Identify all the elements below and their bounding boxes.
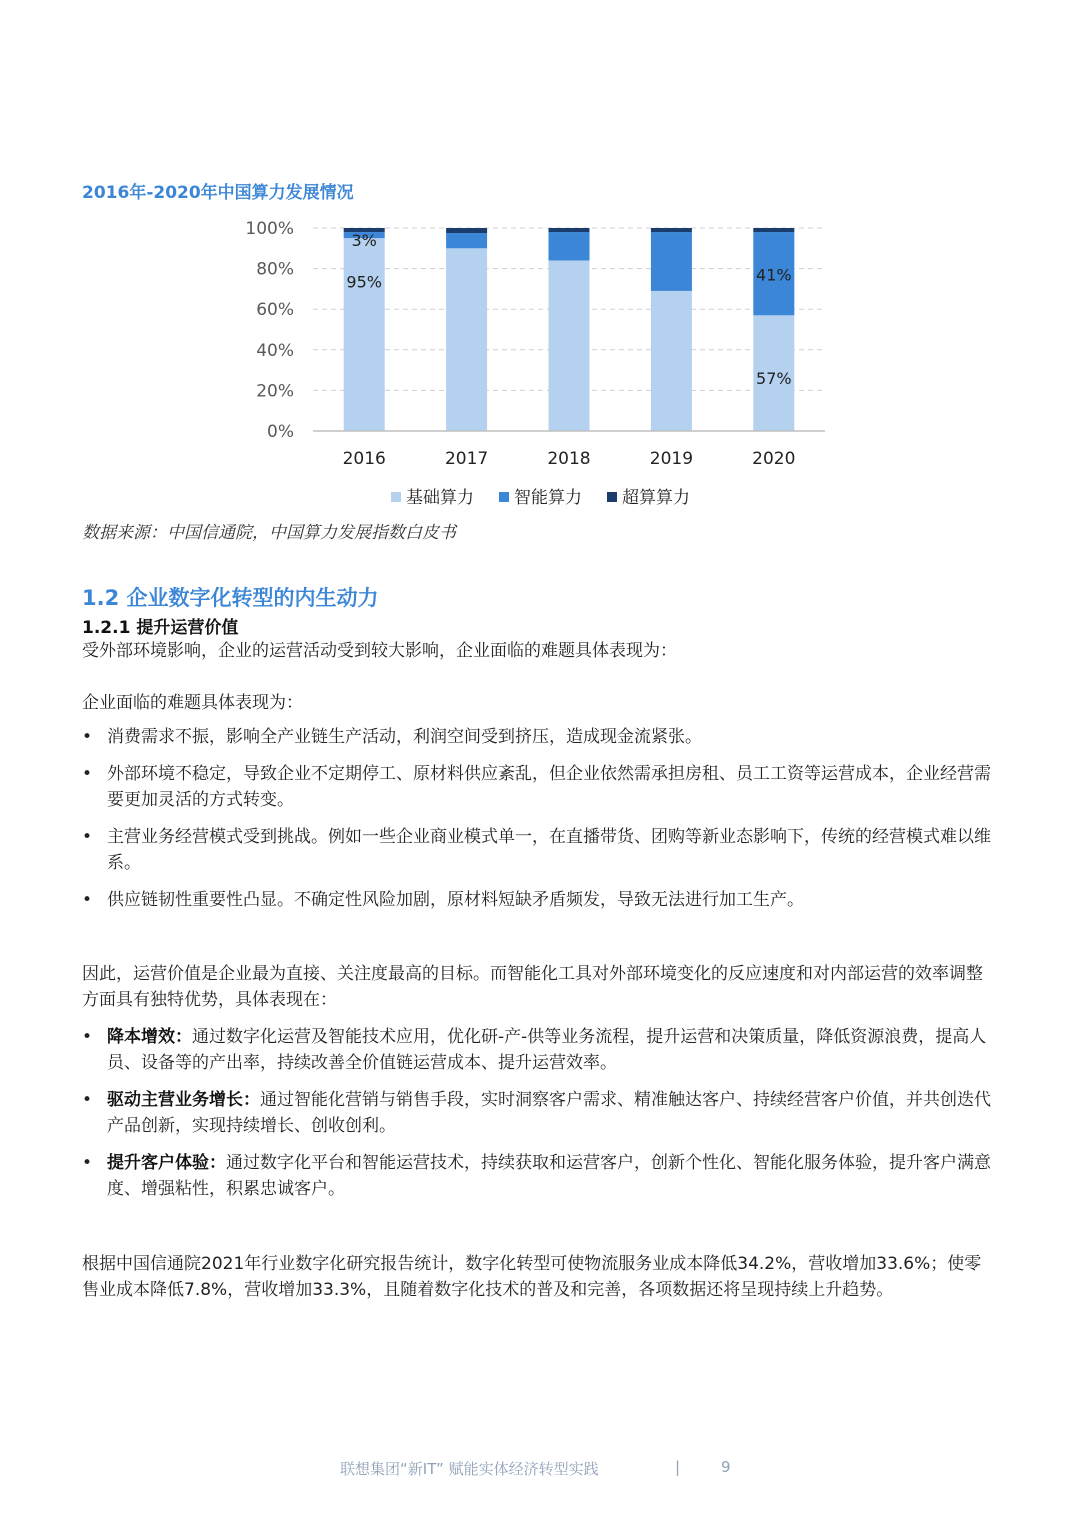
- bar-segment: [753, 228, 794, 232]
- y-tick-label: 40%: [256, 340, 294, 361]
- y-tick-label: 80%: [256, 259, 294, 280]
- list-item-text: 通过智能化营销与销售手段，实时洞察客户需求、精准触达客户、持续经营客户价值，并共创迭代产品创新，实现持续增长、创收创利。: [107, 1090, 991, 1136]
- page-number: 9: [721, 1458, 731, 1476]
- values-list: [82, 1024, 998, 1202]
- legend-label: 基础算力: [406, 488, 474, 508]
- bar-segment: [446, 233, 487, 248]
- legend-swatch: [607, 492, 617, 502]
- stacked-bar-chart: [0, 210, 1080, 515]
- legend-label: 超算算力: [622, 488, 690, 508]
- x-axis-categories: [343, 449, 796, 469]
- challenges-intro: 企业面临的难题具体表现为：: [82, 693, 303, 713]
- list-item-term: 降本增效：: [107, 1027, 192, 1047]
- list-item: [82, 1087, 998, 1139]
- list-item: • 外部环境不稳定，导致企业不定期停工、原材料供应紊乱，但企业依然需承担房租、员工工资等运营成本，企业经营需要更加灵活的方式转变。: [82, 761, 998, 813]
- y-tick-label: 20%: [256, 381, 294, 402]
- challenges-list: [82, 724, 998, 913]
- x-tick-label: 2016: [342, 449, 386, 469]
- bar-segment: [549, 232, 590, 260]
- y-axis-ticks: [245, 219, 294, 442]
- data-label: 3%: [351, 231, 377, 251]
- y-tick-label: 0%: [267, 422, 294, 442]
- x-tick-label: 2018: [547, 449, 591, 469]
- bar-segment: [651, 228, 692, 232]
- conclusion-paragraph: 根据中国信通院2021年行业数字化研究报告统计，数字化转型可使物流服务业成本降低34.2%，营收增加33.6%；使零售业成本降低7.8%，营收增加33.3%，且随着数字化技术的普及和完善，各项数据还将呈现持续上升趋势。: [82, 1254, 982, 1300]
- chart-title: 2016年-2020年中国算力发展情况: [82, 183, 354, 203]
- footer-title: 联想集团“新IT” 赋能实体经济转型实践: [340, 1460, 599, 1478]
- bar-segment: [446, 248, 487, 431]
- list-item: • 消费需求不振，影响全产业链生产活动，利润空间受到挤压，造成现金流紧张。: [82, 724, 998, 750]
- data-label: 57%: [756, 369, 792, 389]
- list-item: • 供应链韧性重要性凸显。不确定性风险加剧，原材料短缺矛盾频发，导致无法进行加工生产。: [82, 887, 998, 913]
- x-tick-label: 2017: [444, 449, 489, 469]
- list-item: • 主营业务经营模式受到挑战。例如一些企业商业模式单一，在直播带货、团购等新业态影响下，传统的经营模式难以维系。: [82, 824, 998, 876]
- legend-swatch: [499, 492, 509, 502]
- x-tick-label: 2019: [649, 449, 694, 469]
- section-heading: 1.2 企业数字化转型的内生动力: [82, 586, 379, 610]
- value-intro-paragraph: 因此，运营价值是企业最为直接、关注度最高的目标。而智能化工具对外部环境变化的反应速度和对内部运营的效率调整方面具有独特优势，具体表现在：: [82, 964, 983, 1010]
- bar-segment: [549, 228, 590, 232]
- legend-swatch: [391, 492, 401, 502]
- list-item: [82, 1024, 998, 1076]
- list-item-term: 驱动主营业务增长：: [107, 1090, 260, 1110]
- list-item-text: 通过数字化平台和智能运营技术，持续获取和运营客户，创新个性化、智能化服务体验，提升客户满意度、增强粘性，积累忠诚客户。: [107, 1153, 991, 1199]
- data-label: 95%: [346, 272, 382, 292]
- list-item-term: 提升客户体验：: [107, 1153, 226, 1173]
- list-item-text: 通过数字化运营及智能技术应用，优化研-产-供等业务流程，提升运营和决策质量，降低资源浪费，提高人员、设备等的产出率，持续改善全价值链运营成本、提升运营效率。: [107, 1027, 987, 1073]
- bar-segment: [344, 238, 385, 431]
- chart-source: 数据来源：中国信通院，中国算力发展指数白皮书: [82, 523, 456, 543]
- y-tick-label: 100%: [245, 219, 294, 239]
- chart-legend: [391, 487, 690, 508]
- y-tick-label: 60%: [256, 300, 294, 321]
- chart-bars: [344, 228, 795, 431]
- data-label: 41%: [756, 265, 792, 285]
- bar-segment: [549, 260, 590, 431]
- list-item: [82, 1150, 998, 1202]
- bar-segment: [651, 232, 692, 291]
- bar-segment: [446, 228, 487, 233]
- bar-segment: [651, 291, 692, 431]
- x-tick-label: 2020: [752, 449, 796, 469]
- legend-label: 智能算力: [514, 488, 582, 508]
- intro-paragraph: 受外部环境影响，企业的运营活动受到较大影响，企业面临的难题具体表现为：: [82, 641, 677, 661]
- footer-separator: |: [675, 1458, 681, 1476]
- section-subheading: 1.2.1 提升运营价值: [82, 618, 239, 638]
